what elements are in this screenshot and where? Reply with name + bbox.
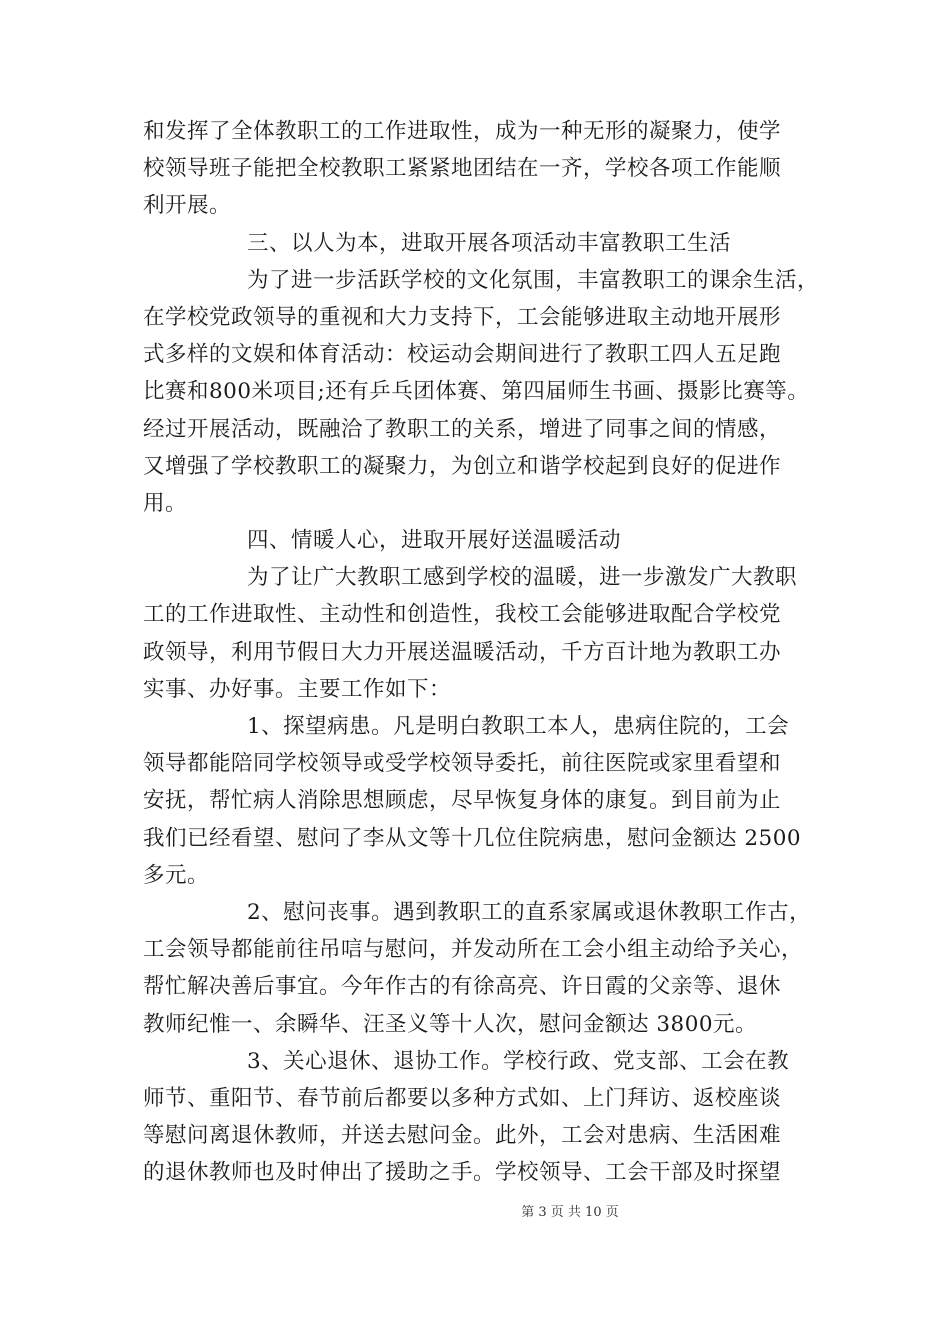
text-line: 等慰问离退休教师，并送去慰问金。此外，工会对患病、生活困难 (143, 1123, 782, 1149)
page-footer (0, 1201, 950, 1220)
text-line: 教师纪惟一、余瞬华、汪圣义等十人次，慰问金额达 3800元。 (143, 1011, 758, 1037)
text-line: 比赛和800米项目;还有乒乓团体赛、第四届师生书画、摄影比赛等。 (143, 379, 810, 405)
text-line: 又增强了学校教职工的凝聚力，为创立和谐学校起到良好的促进作 (143, 453, 782, 479)
paragraph-start: 为了让广大教职工感到学校的温暖，进一步激发广大教职 (247, 565, 798, 591)
text-line: 工会领导都能前往吊唁与慰问，并发动所在工会小组主动给予关心， (143, 937, 804, 963)
text-line: 用。 (143, 490, 188, 516)
text-line: 安抚，帮忙病人消除思想顾虑，尽早恢复身体的康复。到目前为止 (143, 788, 782, 814)
page-number: 第 3 页 共 10 页 (521, 1205, 619, 1220)
text-line: 师节、重阳节、春节前后都要以多种方式如、上门拜访、返校座谈 (143, 1085, 782, 1111)
text-line: 和发挥了全体教职工的工作进取性，成为一种无形的凝聚力，使学 (143, 119, 782, 144)
text-line: 工的工作进取性、主动性和创造性，我校工会能够进取配合学校党 (143, 602, 782, 628)
paragraph-start: 为了进一步活跃学校的文化氛围，丰富教职工的课余生活， (247, 267, 820, 293)
list-item-start: 3、关心退休、退协工作。学校行政、党支部、工会在教 (247, 1048, 790, 1074)
text-line: 校领导班子能把全校教职工紧紧地团结在一齐，学校各项工作能顺 (143, 156, 782, 182)
text-line: 式多样的文娱和体育活动：校运动会期间进行了教职工四人五足跑 (143, 342, 782, 368)
text-line: 多元。 (143, 862, 210, 888)
text-line: 领导都能陪同学校领导或受学校领导委托，前往医院或家里看望和 (143, 751, 782, 777)
list-item-start: 1、探望病患。凡是明白教职工本人，患病住院的，工会 (247, 714, 790, 739)
list-item-start: 2、慰问丧事。遇到教职工的直系家属或退休教职工作古， (247, 899, 812, 925)
text-line: 经过开展活动，既融洽了教职工的关系，增进了同事之间的情感， (143, 416, 782, 442)
text-line: 利开展。 (143, 193, 232, 219)
document-body (143, 113, 823, 1191)
section-heading: 四、情暖人心，进取开展好送温暖活动 (247, 528, 622, 554)
text-line: 实事、办好事。主要工作如下： (143, 676, 452, 702)
text-line: 我们已经看望、慰问了李从文等十几位住院病患，慰问金额达 2500 (143, 825, 802, 851)
section-heading: 三、以人为本，进取开展各项活动丰富教职工生活 (247, 230, 732, 256)
text-line: 的退休教师也及时伸出了援助之手。学校领导、工会干部及时探望 (143, 1160, 782, 1186)
text-line: 帮忙解决善后事宜。今年作古的有徐高亮、许日霞的父亲等、退休 (143, 974, 782, 1000)
text-line: 在学校党政领导的重视和大力支持下，工会能够进取主动地开展形 (143, 304, 782, 330)
text-line: 政领导，利用节假日大力开展送温暖活动，千方百计地为教职工办 (143, 639, 782, 665)
